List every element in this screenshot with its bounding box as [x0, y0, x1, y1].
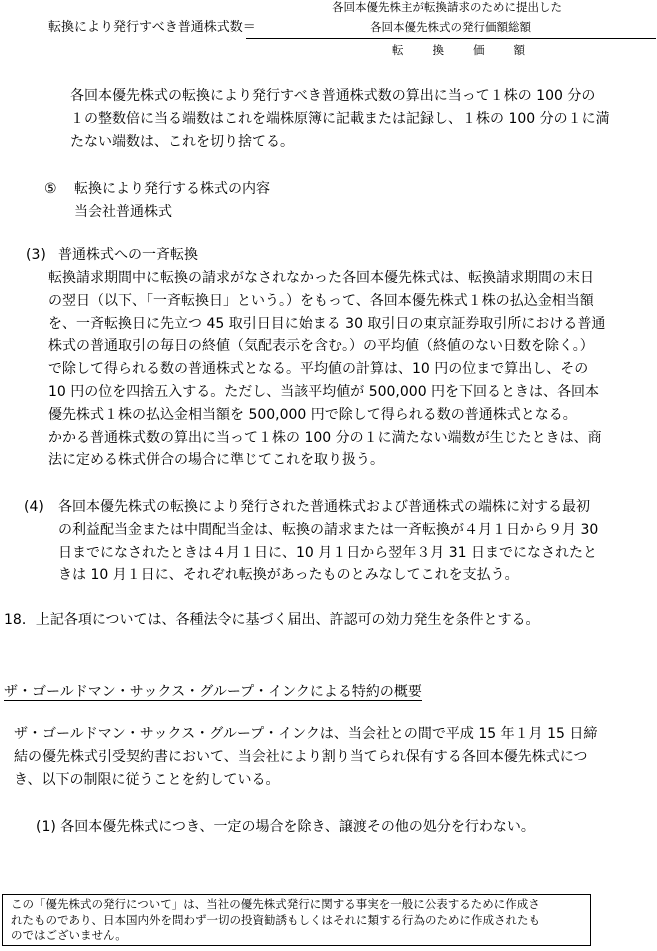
item3-body-line: 転換請求期間中に転換の請求がなされなかった各回本優先株式は、転換請求期間の末日: [48, 270, 594, 286]
item5-body: 当会社普通株式: [74, 204, 172, 220]
formula-numerator-line1: 各回本優先株主が転換請求のために提出した: [332, 0, 562, 14]
item4-body: [58, 496, 598, 587]
section-heading: ザ・ゴールドマン・サックス・グループ・インクによる特約の概要: [4, 684, 422, 700]
item4-body-line: 日までになされたときは４月１日に、10 月１日から翌年３月 31 日までになされたと: [58, 544, 597, 561]
item3-body: [48, 267, 605, 472]
item5-title: 転換により発行する株式の内容: [74, 181, 270, 197]
item3-body-line: かかる普通株式数の算出に当って１株の 100 分の１に満たない端数が生じたときは、商: [48, 429, 602, 446]
fraction-note-line: たない端数は、これを切り捨てる。: [70, 133, 294, 150]
item3-body-line: の翌日（以下、「一斉転換日」という。）をもって、各回本優先株式１株の払込金相当額: [48, 292, 594, 309]
item4-body-line: の利益配当金または中間配当金は、転換の請求または一斉転換が４月１日から９月 30: [58, 521, 599, 538]
item3-title: 普通株式への一斉転換: [58, 247, 198, 263]
section-body: [14, 723, 597, 791]
section-heading-underline: [4, 700, 422, 701]
disclaimer-line: のではございません。: [11, 928, 127, 942]
section-body-line: 結の優先株式引受契約書において、当会社により割り当てられ保有する各回本優先株式につ: [14, 748, 588, 765]
section-body-line: ザ・ゴールドマン・サックス・グループ・インクは、当会社との間で平成 15 年１月 15 日締: [14, 726, 598, 742]
formula-lhs: 転換により発行すべき普通株式数＝: [48, 20, 256, 35]
item3-body-line: を、一斉転換日に先立つ 45 取引日目に始まる 30 取引日の東京証券取引所における普通: [48, 315, 606, 332]
disclaimer-box: [2, 894, 591, 946]
formula-denominator: 転 換 価 額: [392, 43, 527, 57]
disclaimer-line: れたものであり、日本国内外を問わず一切の投資勧誘もしくはそれに類する行為のために作成されたも: [11, 912, 540, 927]
item3-body-line: で除して得られる数の普通株式となる。平均値の計算は、10 円の位まで算出し、その: [48, 361, 589, 378]
item5-number: ⑤: [44, 181, 57, 197]
item4-body-line: 各回本優先株式の転換により発行された普通株式および普通株式の端株に対する最初: [58, 499, 590, 515]
formula-numerator-line2: 各回本優先株式の発行価額総額: [370, 20, 531, 34]
item3-number: (3): [26, 247, 46, 263]
item18: 18．上記各項については、各種法令に基づく届出、許認可の効力発生を条件とする。: [4, 612, 540, 628]
item3-body-line: 法に定める株式併合の場合に準じてこれを取り扱う。: [48, 452, 384, 469]
item4-number: (4): [24, 499, 44, 515]
fraction-note-line: 各回本優先株式の転換により発行すべき普通株式数の算出に当って１株の 100 分の: [70, 88, 596, 104]
fraction-note: [70, 85, 610, 153]
item4-body-line: きは 10 月１日に、それぞれ転換があったものとみなしてこれを支払う。: [58, 567, 519, 584]
fraction-note-line: １の整数倍に当る端数はこれを端株原簿に記載または記録し、１株の 100 分の１に満: [70, 110, 610, 127]
item3-body-line: 株式の普通取引の毎日の終値（気配表示を含む。）の平均値（終値のない日数を除く。）: [48, 338, 594, 355]
section-body-line: き、以下の制限に従うことを約している。: [14, 771, 280, 788]
item3-body-line: 10 円の位を四捨五入する。ただし、当該平均値が 500,000 円を下回るときは、各回本: [48, 383, 600, 400]
fraction-bar: [246, 38, 656, 39]
restriction-1: (1) 各回本優先株式につき、一定の場合を除き、譲渡その他の処分を行わない。: [36, 819, 535, 835]
item3-body-line: 優先株式１株の払込金相当額を 500,000 円で除して得られる数の普通株式となる。: [48, 406, 577, 423]
disclaimer-line: この「優先株式の発行について」は、当社の優先株式発行に関する事実を一般に公表するために作成さ: [11, 897, 540, 911]
